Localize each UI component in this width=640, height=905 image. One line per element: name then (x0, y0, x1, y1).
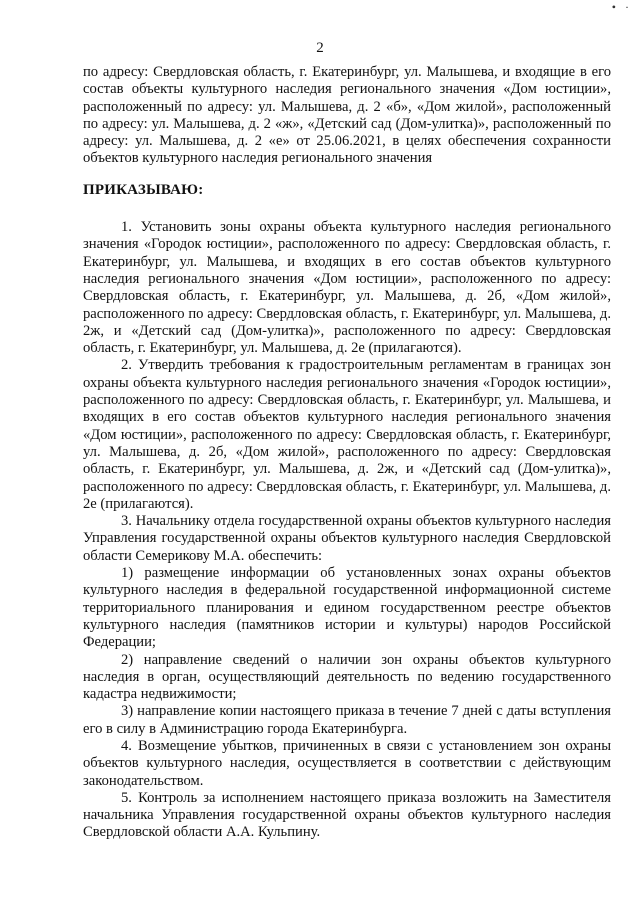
scan-mark: • · (611, 0, 632, 14)
page-number: 2 (316, 40, 324, 56)
item-2-paragraph: 2. Утвердить требования к градостроительным регламентам в границах зон охраны объекта культурного наследия регионального значения «Городок юстиции», расположенного по адресу: Свердловская область, г. Екатеринбург, ул. Малышева, и входящих в его состав объектов культурного наследия регионального значения «Дом юстиции», расположенного по адресу: Свердловская область, г. Екатеринбург, ул. Малышева, д. 2б, «Дом жилой», расположенного по адресу: Свердловская область, г. Екатеринбург, ул. Малышева, д. 2ж, и «Детский сад (Дом-улитка)», расположенного по адресу: Свердловская область, г. Екатеринбург, ул. Малышева, д. 2е (прилагаются). (83, 357, 611, 512)
item-1-paragraph: 1. Установить зоны охраны объекта культурного наследия регионального значения «Городок юстиции», расположенного по адресу: Свердловская область, г. Екатеринбург, ул. Малышева, и входящих в его состав объектов культурного наследия регионального значения «Дом юстиции», расположенного по адресу: Свердловская область, г. Екатеринбург, ул. Малышева, д. 2б, «Дом жилой», расположенного по адресу: Свердловская область, г. Екатеринбург, ул. Малышева, д. 2ж, и «Детский сад (Дом-улитка)», расположенного по адресу: Свердловская область, г. Екатеринбург, ул. Малышева, д. 2е (прилагаются). (83, 219, 611, 357)
order-heading: ПРИКАЗЫВАЮ: (83, 181, 204, 198)
document-body (83, 64, 611, 842)
subitem-3-3-paragraph: 3) направление копии настоящего приказа в течение 7 дней с даты вступления его в силу в Администрацию города Екатеринбурга. (83, 703, 611, 737)
item-4-paragraph: 4. Возмещение убытков, причиненных в связи с установлением зон охраны объектов культурного наследия, осуществляется в соответствии с действующим законодательством. (83, 737, 611, 789)
subitem-3-2-paragraph: 2) направление сведений о наличии зон охраны объектов культурного наследия в орган, осуществляющий деятельность по ведению государственного кадастра недвижимости; (83, 651, 611, 703)
intro-paragraph: по адресу: Свердловская область, г. Екатеринбург, ул. Малышева, и входящие в его состав объекты культурного наследия регионального значения «Дом юстиции», расположенный по адресу: ул. Малышева, д. 2 «б», «Дом жилой», расположенный по адресу: ул. Малышева, д. 2 «ж», «Детский сад (Дом-улитка)», расположенный по адресу: ул. Малышева, д. 2 «е» от 25.06.2021, в целях обеспечения сохранности объектов культурного наследия регионального значения (83, 64, 611, 167)
subitem-3-1-paragraph: 1) размещение информации об установленных зонах охраны объектов культурного наследия в федеральной государственной информационной системе территориального планирования и едином государственном реестре объектов культурного наследия (памятников истории и культуры) народов Российской Федерации; (83, 565, 611, 651)
item-5-paragraph: 5. Контроль за исполнением настоящего приказа возложить на Заместителя начальника Управления государственной охраны объектов культурного наследия Свердловской области А.А. Кульпину. (83, 789, 611, 841)
item-3-paragraph: 3. Начальнику отдела государственной охраны объектов культурного наследия Управления государственной охраны объектов культурного наследия Свердловской области Семерикову М.А. обеспечить: (83, 513, 611, 564)
